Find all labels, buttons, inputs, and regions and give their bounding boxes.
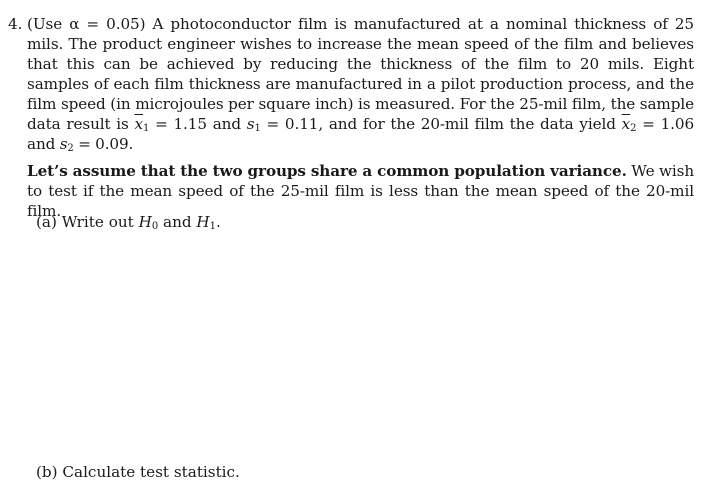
s1-subscript: 1: [254, 123, 261, 134]
s2-value: = 0.09.: [73, 135, 134, 153]
part-b: [36, 462, 240, 482]
problem-4: [8, 14, 694, 221]
x1-value: = 1.15 and: [149, 115, 247, 133]
x1-bar-symbol: $\overline{x}$: [134, 115, 144, 133]
h1-subscript: 1: [209, 221, 217, 232]
problem-statement: [27, 14, 694, 154]
h1-symbol: H: [196, 213, 210, 231]
assumption-rest: We wish to test if the mean speed of the 25-mil film is less than the mean speed of the 20-mil film.: [27, 162, 694, 220]
part-a-prefix: (a) Write out: [36, 213, 139, 231]
statement-line-1: (Use α = 0.05) A photoconductor film is manufactured at a nominal thickness of 25 mils.: [27, 15, 694, 53]
x2-bar-symbol: $\overline{x}$: [621, 115, 631, 133]
x1-subscript: 1: [143, 123, 150, 134]
problem-number: 4.: [8, 15, 23, 33]
h0-subscript: 0: [151, 221, 159, 232]
x2-value: = 1.06 and: [27, 115, 695, 153]
statement-body: The product engineer wishes to increase the mean speed of the film and believes that this can be achieved by reducing the thickness of the film to 20 mils. Eight samples of each film thickness are manufactured in a pilot production process, and the film speed (in microjoules per square inch) is measured. For the 25-mil film, the sample data result is: [27, 35, 694, 133]
problem-statement-row: [8, 14, 694, 154]
part-a-and: and: [158, 213, 197, 231]
part-a: [36, 212, 221, 232]
x2-subscript: 2: [630, 123, 637, 134]
s2-symbol: s: [59, 135, 68, 153]
s2-subscript: 2: [67, 143, 74, 154]
h0-symbol: H: [138, 213, 152, 231]
assumption-bold: Let’s assume that the two groups share a common population variance.: [27, 162, 627, 180]
s1-symbol: s: [246, 115, 255, 133]
part-b-text: (b) Calculate test statistic.: [36, 463, 240, 481]
part-a-suffix: .: [216, 213, 221, 231]
s1-value: = 0.11, and for the 20-mil film the data yield: [260, 115, 622, 133]
